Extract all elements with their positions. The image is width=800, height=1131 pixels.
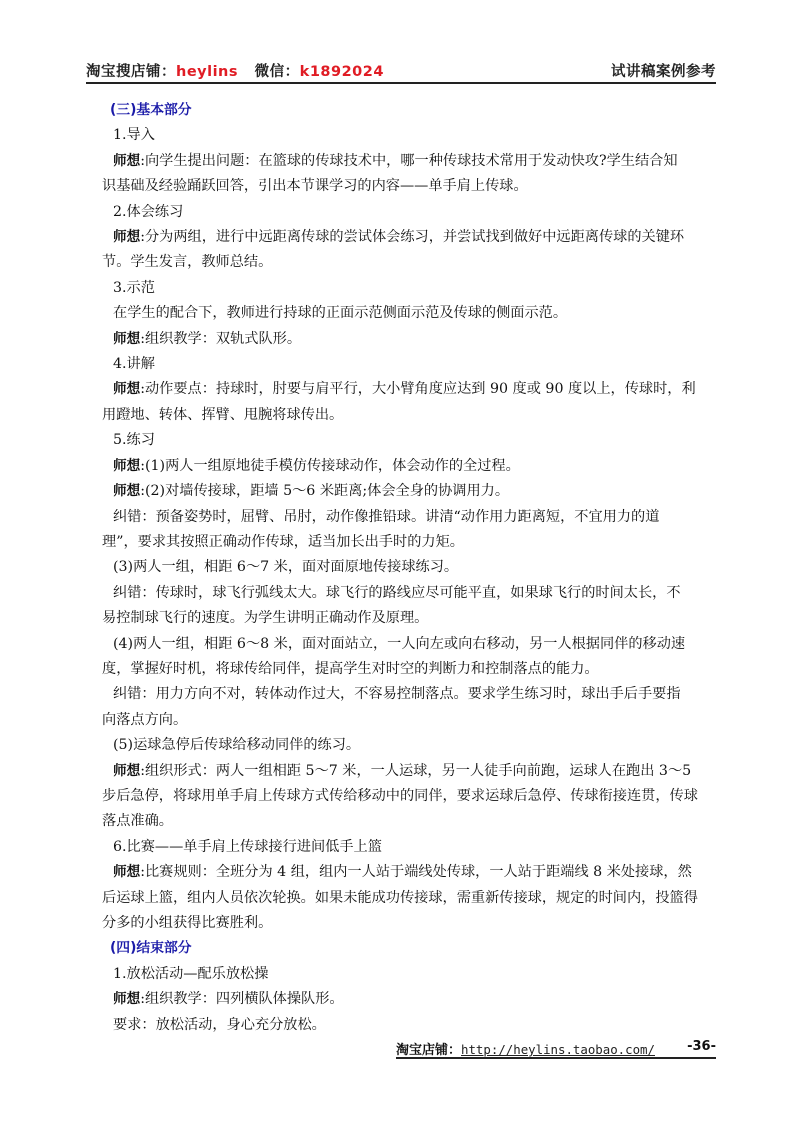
item-explain-para-cont: 用蹬地、转体、挥臂、甩腕将球传出。: [102, 406, 344, 423]
correction-3-cont: 向落点方向。: [102, 711, 188, 728]
footer-shop-link[interactable]: http://heylins.taobao.com/: [461, 1042, 655, 1057]
item-exercise-step1: 师想:(1)两人一组原地徒手模仿传接球动作，体会动作的全过程。: [113, 457, 520, 474]
correction-2: 纠错：传球时，球飞行弧线太大。球飞行的路线应尽可能平直，如果球飞行的时间太长，不: [113, 584, 681, 601]
item-intro-para: 师想:向学生提出问题：在篮球的传球技术中，哪一种传球技术常用于发动快攻?学生结合知: [113, 152, 678, 169]
item-demo-para: 师想:组织教学：双轨式队形。: [113, 330, 302, 347]
teacher-label: 师想: [113, 152, 141, 169]
header-divider: [86, 82, 716, 84]
item-match-para-cont: 后运球上篮，组内人员依次轮换。如果未能成功传接球，需重新传接球，规定的时间内，投篮得: [102, 889, 698, 906]
teacher-label: 师想: [113, 991, 141, 1008]
item-exercise-step5: (5)运球急停后传球给移动同伴的练习。: [113, 737, 361, 754]
correction-3: 纠错：用力方向不对，转体动作过大，不容易控制落点。要求学生练习时，球出手后手要指: [113, 686, 681, 703]
header-shop-info: [86, 60, 384, 81]
header-wechat-id: k1892024: [299, 64, 384, 80]
item-demo-title: 3.示范: [113, 279, 155, 296]
item-intro-title: 1.导入: [113, 127, 155, 144]
item-explain-para: 师想:动作要点：持球时，肘要与肩平行，大小臂角度应达到 90 度或 90 度以上，传球时，利: [113, 381, 696, 398]
footer-shop-label: 淘宝店铺：: [396, 1043, 462, 1058]
item-practice-para: 师想:分为两组，进行中远距离传球的尝试体会练习，并尝试找到做好中远距离传球的关键环: [113, 229, 685, 246]
item-match-para-cont2: 分多的小组获得比赛胜利。: [102, 915, 273, 931]
header-shop-id: heylins: [176, 64, 239, 80]
item-exercise-step4-cont: 度，掌握好时机，将球传给同伴，提高学生对时空的判断力和控制落点的能力。: [102, 660, 599, 677]
item-match-para: 师想:比赛规则：全班分为 4 组，组内一人站于端线处传球，一人站于距端线 8 米处接球，然: [113, 864, 692, 881]
item-match-title: 6.比赛——单手肩上传球接行进间低手上篮: [113, 838, 382, 855]
item-explain-title: 4.讲解: [113, 356, 155, 373]
correction-1: 纠错：预备姿势时，屈臂、吊肘，动作像推铅球。讲清“动作用力距离短，不宜用力的道: [113, 508, 660, 525]
page-header: [86, 56, 716, 82]
item-relax-title: 1.放松活动—配乐放松操: [113, 965, 269, 982]
section-heading-basic: (三)基本部分: [110, 102, 192, 118]
header-doc-title: 试讲稿案例参考: [611, 64, 716, 80]
teacher-label: 师想: [113, 381, 141, 398]
header-shop-label: 淘宝搜店铺：: [86, 64, 176, 80]
section-heading-ending: (四)结束部分: [110, 940, 192, 957]
item-exercise-step2: 师想:(2)对墙传接球，距墙 5～6 米距离;体会全身的协调用力。: [113, 483, 510, 500]
item-demo-text: 在学生的配合下，教师进行持球的正面示范侧面示范及传球的侧面示范。: [113, 305, 568, 322]
item-intro-para-cont: 识基础及经验踊跃回答，引出本节课学习的内容——单手肩上传球。: [102, 178, 528, 195]
correction-2-cont: 易控制球飞行的速度。为学生讲明正确动作及原理。: [102, 610, 429, 627]
item-relax-para: 师想:组织教学：四列横队体操队形。: [113, 991, 344, 1008]
teacher-label: 师想: [113, 330, 141, 347]
document-body: [102, 98, 715, 1038]
teacher-label: 师想: [113, 457, 141, 474]
item-exercise-step4: (4)两人一组，相距 6～8 米，面对面站立，一人向左或向右移动，另一人根据同伴的移动速: [113, 635, 686, 652]
footer-divider: [396, 1057, 716, 1059]
item-exercise-title: 5.练习: [113, 432, 155, 449]
item-practice-title: 2.体会练习: [113, 203, 184, 220]
item-exercise-org: 师想:组织形式：两人一组相距 5～7 米，一人运球，另一人徒手向前跑，运球人在跑出 3～5: [113, 762, 692, 779]
item-relax-requirement: 要求：放松活动，身心充分放松。: [113, 1016, 326, 1033]
correction-1-cont: 理”，要求其按照正确动作传球，适当加长出手时的力矩。: [102, 533, 464, 550]
page-number: -36-: [687, 1039, 716, 1054]
item-exercise-step3: (3)两人一组，相距 6～7 米，面对面原地传接球练习。: [113, 559, 459, 576]
item-exercise-org-cont: 步后急停，将球用单手肩上传球方式传给移动中的同伴，要求运球后急停、传球衔接连贯，传球: [102, 787, 698, 804]
teacher-label: 师想: [113, 483, 141, 500]
teacher-label: 师想: [113, 864, 141, 881]
teacher-label: 师想: [113, 762, 141, 779]
teacher-label: 师想: [113, 229, 141, 246]
item-exercise-org-cont2: 落点准确。: [102, 813, 173, 830]
item-practice-para-cont: 节。学生发言，教师总结。: [102, 254, 273, 271]
header-wechat-label: 微信：: [254, 64, 300, 80]
